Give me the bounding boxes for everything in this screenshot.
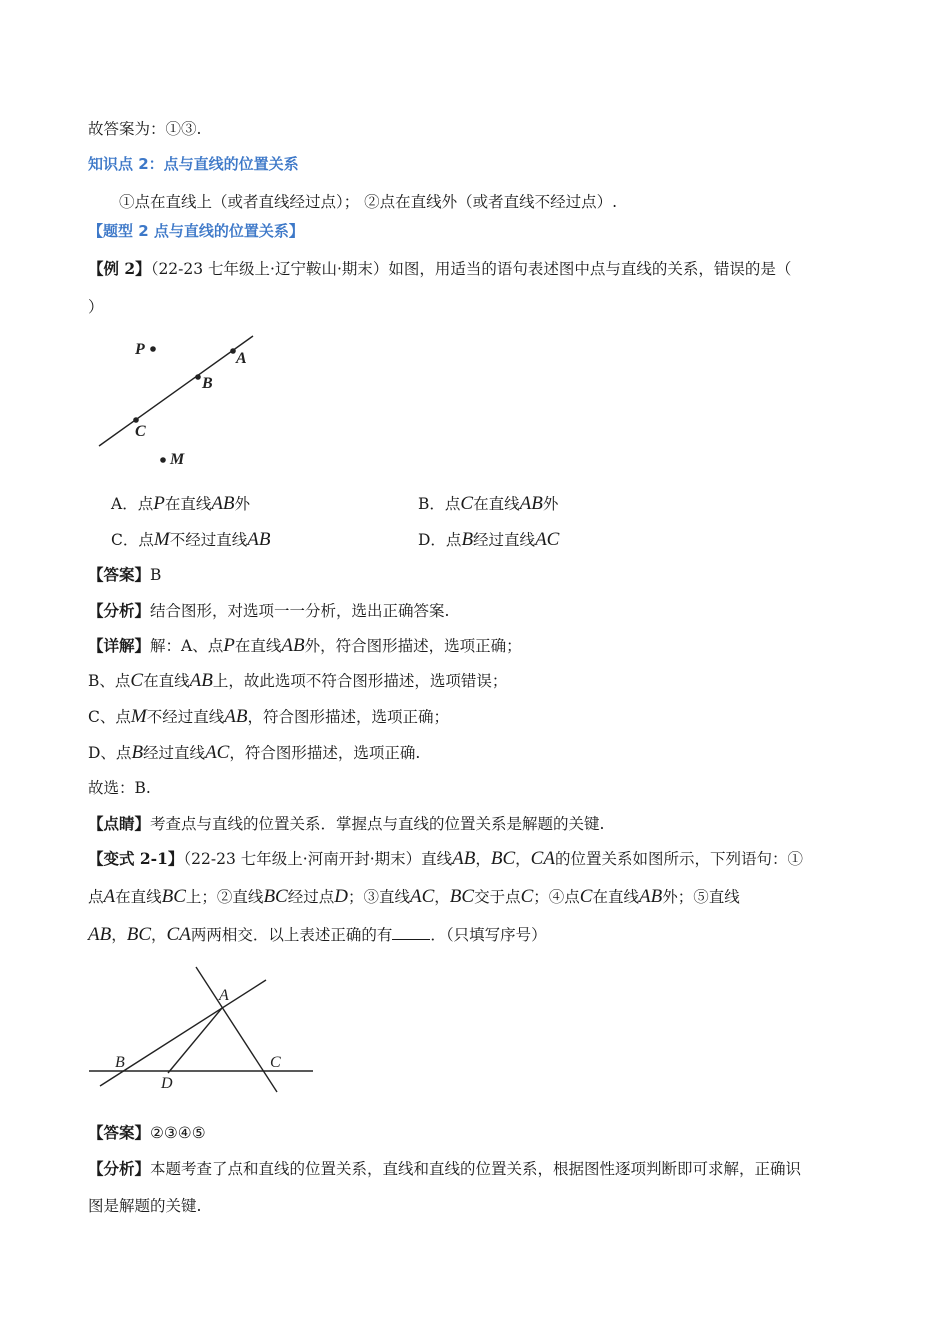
detail-4-mid: 经过直线	[143, 744, 206, 762]
detail-3-mid: 不经过直线	[146, 708, 225, 726]
answer-value: B	[150, 566, 162, 584]
knowledge-point-body: ①点在直线上（或者直线经过点）； ②点在直线外（或者直线不经过点）.	[119, 193, 618, 211]
detail-3-line: AB	[224, 706, 248, 727]
variant-1-comma-2: ，	[515, 850, 531, 868]
detail-4-line: AC	[205, 742, 230, 763]
option-c[interactable]	[111, 529, 270, 551]
point-a	[230, 348, 236, 354]
v2-c: 上；②直线	[185, 888, 264, 906]
v2-v2: BC	[161, 886, 186, 907]
v2-j: 外；⑤直线	[662, 888, 740, 906]
knowledge-point-title: 知识点 2：点与直线的位置关系	[88, 155, 299, 173]
option-b-line: AB	[519, 493, 543, 514]
detail-line-3	[88, 706, 449, 728]
option-a[interactable]	[111, 493, 250, 515]
label-m: M	[170, 451, 185, 468]
example-2-paren: ）	[88, 298, 104, 316]
figure-points-line	[85, 325, 285, 475]
option-c-point: M	[153, 529, 170, 550]
v2-v9: AB	[638, 886, 663, 907]
label-p: P	[135, 341, 145, 358]
answer-tag: 【答案】	[88, 565, 151, 584]
v3-bc: BC	[126, 924, 152, 945]
v3-comma-2: ，	[151, 926, 167, 944]
option-a-suffix: 外	[234, 495, 251, 513]
label-c: C	[135, 423, 146, 440]
option-d-prefix: D．点	[418, 531, 462, 549]
detail-2-suffix: 上，故此选项不符合图形描述，选项错误；	[212, 672, 508, 690]
example-text: （22-23 七年级上·辽宁鞍山·期末）如图，用适当的语句表述图中点与直线的关系，错误的是（	[150, 260, 792, 278]
option-c-line: AB	[247, 529, 271, 550]
variant-analysis-line-1	[88, 1158, 801, 1180]
variant-1-a: （22-23 七年级上·河南开封·期末）直线	[183, 850, 453, 868]
detail-2-prefix: B、点	[88, 672, 131, 690]
analysis-tag: 【分析】	[88, 601, 151, 620]
detail-1-line: AB	[281, 635, 305, 656]
v2-v1: A	[103, 886, 116, 907]
v2-v7: C	[520, 886, 534, 907]
detail-2-line: AB	[189, 670, 213, 691]
variant-line-2	[88, 886, 740, 908]
detail-tag: 【详解】	[88, 636, 151, 655]
option-a-line: AB	[211, 493, 235, 514]
v3-ca: CA	[166, 924, 191, 945]
v2-d: 经过点	[287, 888, 335, 906]
label-d: D	[161, 1075, 173, 1092]
label-a: A	[236, 350, 247, 367]
v2-v5: AC	[409, 886, 435, 907]
option-d-point: B	[461, 529, 474, 550]
variant-analysis-text-1: 本题考查了点和直线的位置关系，直线和直线的位置关系，根据图性逐项判断即可求解，正确识	[150, 1160, 802, 1178]
option-b-point: C	[460, 493, 474, 514]
variant-line-1	[88, 848, 803, 870]
point-b	[195, 374, 201, 380]
point-p	[150, 346, 156, 352]
example-tag: 【例 2】	[88, 259, 151, 278]
variant-1-b: 的位置关系如图所示，下列语句：①	[554, 850, 803, 868]
question-type-title: 【题型 2 点与直线的位置关系】	[88, 222, 304, 240]
v2-g: 交于点	[474, 888, 521, 906]
previous-answer: 故答案为：①③.	[88, 120, 202, 138]
segment-ad	[168, 1008, 222, 1073]
variant-analysis-tag: 【分析】	[88, 1159, 151, 1178]
option-b-suffix: 外	[542, 495, 559, 513]
detail-1-prefix: 解：A、点	[150, 637, 224, 655]
v2-v4: D	[334, 886, 348, 907]
v3-comma-1: ，	[111, 926, 127, 944]
detail-4-prefix: D、点	[88, 744, 132, 762]
point-c	[133, 417, 139, 423]
option-a-mid: 在直线	[164, 495, 212, 513]
v2-b: 在直线	[115, 888, 162, 906]
analysis-text: 结合图形，对选项一一分析，选出正确答案.	[150, 602, 450, 620]
detail-2-mid: 在直线	[143, 672, 190, 690]
figure-three-lines	[85, 960, 320, 1100]
variant-1-comma-1: ，	[475, 850, 491, 868]
choose-line: 故选：B.	[88, 779, 151, 797]
option-b[interactable]	[418, 493, 558, 515]
detail-3-prefix: C、点	[88, 708, 131, 726]
v2-h: ；④点	[533, 888, 580, 906]
comment-line	[88, 813, 604, 835]
detail-line-4	[88, 742, 420, 764]
line-ca	[99, 336, 253, 446]
option-d-mid: 经过直线	[473, 531, 536, 549]
label-b: B	[115, 1054, 125, 1071]
variant-answer-value: ②③④⑤	[150, 1124, 206, 1142]
variant-tag: 【变式 2-1】	[88, 849, 184, 868]
option-d-line: AC	[535, 529, 560, 550]
detail-1-point: P	[223, 635, 235, 656]
variant-1-bc: BC	[490, 848, 516, 869]
v2-v6: BC	[449, 886, 475, 907]
label-c: C	[270, 1054, 281, 1071]
option-b-mid: 在直线	[473, 495, 520, 513]
option-d[interactable]	[418, 529, 559, 551]
v3-ab: AB	[88, 924, 112, 945]
detail-line-2	[88, 670, 507, 692]
detail-3-point: M	[130, 706, 147, 727]
analysis-line	[88, 600, 449, 622]
variant-line-3	[88, 924, 547, 946]
variant-1-ab: AB	[452, 848, 476, 869]
v3-a: 两两相交．以上表述正确的有	[190, 926, 393, 944]
detail-1-suffix: 外，符合图形描述，选项正确；	[304, 637, 522, 655]
option-c-prefix: C．点	[111, 531, 154, 549]
comment-tag: 【点睛】	[88, 814, 151, 833]
detail-4-suffix: ，符合图形描述，选项正确.	[229, 744, 421, 762]
v3-b: ．（只填写序号）	[430, 926, 547, 944]
v2-i: 在直线	[592, 888, 639, 906]
variant-analysis-line-2: 图是解题的关键.	[88, 1197, 202, 1215]
option-a-prefix: A．点	[111, 495, 154, 513]
line-ab	[100, 980, 266, 1086]
variant-answer-line	[88, 1122, 206, 1144]
v2-v3: BC	[263, 886, 288, 907]
detail-3-suffix: ，符合图形描述，选项正确；	[247, 708, 449, 726]
point-m	[160, 457, 166, 463]
detail-1-mid: 在直线	[234, 637, 282, 655]
label-a: A	[219, 987, 229, 1004]
detail-4-point: B	[131, 742, 144, 763]
option-a-point: P	[153, 493, 165, 514]
v2-e: ；③直线	[347, 888, 410, 906]
option-b-prefix: B．点	[418, 495, 461, 513]
answer-line	[88, 564, 161, 586]
variant-1-ca: CA	[530, 848, 555, 869]
v2-a: 点	[88, 888, 104, 906]
detail-line-1	[88, 635, 522, 657]
option-c-mid: 不经过直线	[169, 531, 248, 549]
variant-answer-tag: 【答案】	[88, 1123, 151, 1142]
detail-2-point: C	[130, 670, 144, 691]
v2-f: ，	[434, 888, 450, 906]
line-ca	[196, 967, 277, 1092]
label-b: B	[202, 375, 213, 392]
v2-v8: C	[579, 886, 593, 907]
comment-text: 考查点与直线的位置关系．掌握点与直线的位置关系是解题的关键.	[150, 815, 605, 833]
example-2-stem	[88, 258, 791, 280]
answer-blank[interactable]	[392, 925, 430, 940]
